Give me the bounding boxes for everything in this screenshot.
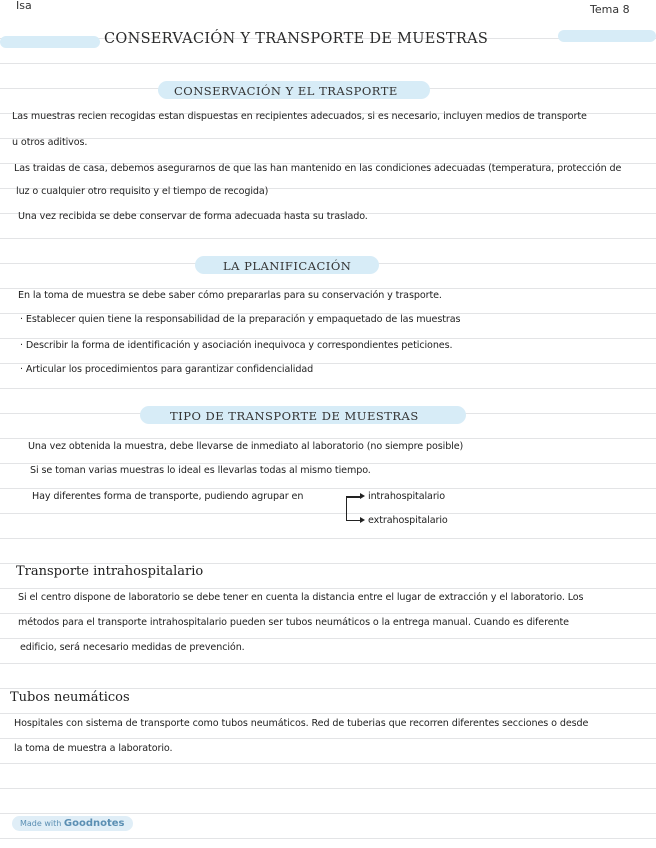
section3-line: Hay diferentes forma de transporte, pudiendo agrupar en	[32, 491, 304, 502]
section3-line: Si se toman varias muestras lo ideal es llevarlas todas al mismo tiempo.	[30, 465, 371, 476]
section3-heading: TIPO DE TRANSPORTE DE MUESTRAS	[170, 409, 419, 423]
goodnotes-badge[interactable]	[12, 816, 133, 831]
section2-bullet: · Describir la forma de identificación y asociación inequivoca y correspondientes peticiones.	[20, 340, 453, 351]
section4-line: edificio, será necesario medidas de prevención.	[20, 642, 245, 653]
made-with-label: Made with	[20, 819, 62, 828]
section1-line: u otros aditivos.	[12, 137, 88, 148]
section1-heading: CONSERVACIÓN Y EL TRASPORTE	[174, 84, 398, 98]
title-highlight-right	[558, 30, 656, 42]
section4-line: métodos para el transporte intrahospitalario pueden ser tubos neumáticos o la entrega manual. Cuando es diferente	[18, 617, 569, 628]
section3-line: Una vez obtenida la muestra, debe llevarse de inmediato al laboratorio (no siempre posible)	[28, 441, 464, 452]
goodnotes-logo: Goodnotes	[63, 818, 125, 829]
topic-label: Tema 8	[590, 3, 630, 16]
section1-line: Las traidas de casa, debemos asegurarnos de que las han mantenido en las condiciones adecuadas (temperatura, protección de	[14, 163, 622, 174]
branch-intrahospitalario: intrahospitalario	[368, 491, 445, 502]
section2-bullet: · Articular los procedimientos para garantizar confidencialidad	[20, 364, 314, 375]
title-highlight-left	[0, 36, 100, 48]
section2-line: En la toma de muestra se debe saber cómo prepararlas para su conservación y trasporte.	[18, 290, 442, 301]
section1-line: Una vez recibida se debe conservar de forma adecuada hasta su traslado.	[18, 211, 368, 222]
section4-line: Si el centro dispone de laboratorio se debe tener en cuenta la distancia entre el lugar de extracción y el laboratorio. Los	[18, 592, 584, 603]
section2-bullet: · Establecer quien tiene la responsabilidad de la preparación y empaquetado de las muestras	[20, 314, 461, 325]
section1-line: luz o cualquier otro requisito y el tiempo de recogida)	[16, 186, 269, 197]
branch-extrahospitalario: extrahospitalario	[368, 515, 448, 526]
arrow-right-icon	[360, 517, 365, 523]
section5-line: Hospitales con sistema de transporte como tubos neumáticos. Red de tuberias que recorren diferentes secciones o desde	[14, 718, 589, 729]
section5-line: la toma de muestra a laboratorio.	[14, 743, 173, 754]
section4-heading: Transporte intrahospitalario	[16, 564, 204, 579]
section1-line: Las muestras recien recogidas estan dispuestas en recipientes adecuados, si es necesario, incluyen medios de transporte	[12, 111, 587, 122]
page-title: CONSERVACIÓN Y TRANSPORTE DE MUESTRAS	[104, 31, 489, 47]
section5-heading: Tubos neumáticos	[10, 690, 130, 705]
branch-bracket	[346, 496, 361, 521]
author-label: Isa	[16, 0, 32, 12]
section2-heading: LA PLANIFICACIÓN	[223, 259, 352, 273]
